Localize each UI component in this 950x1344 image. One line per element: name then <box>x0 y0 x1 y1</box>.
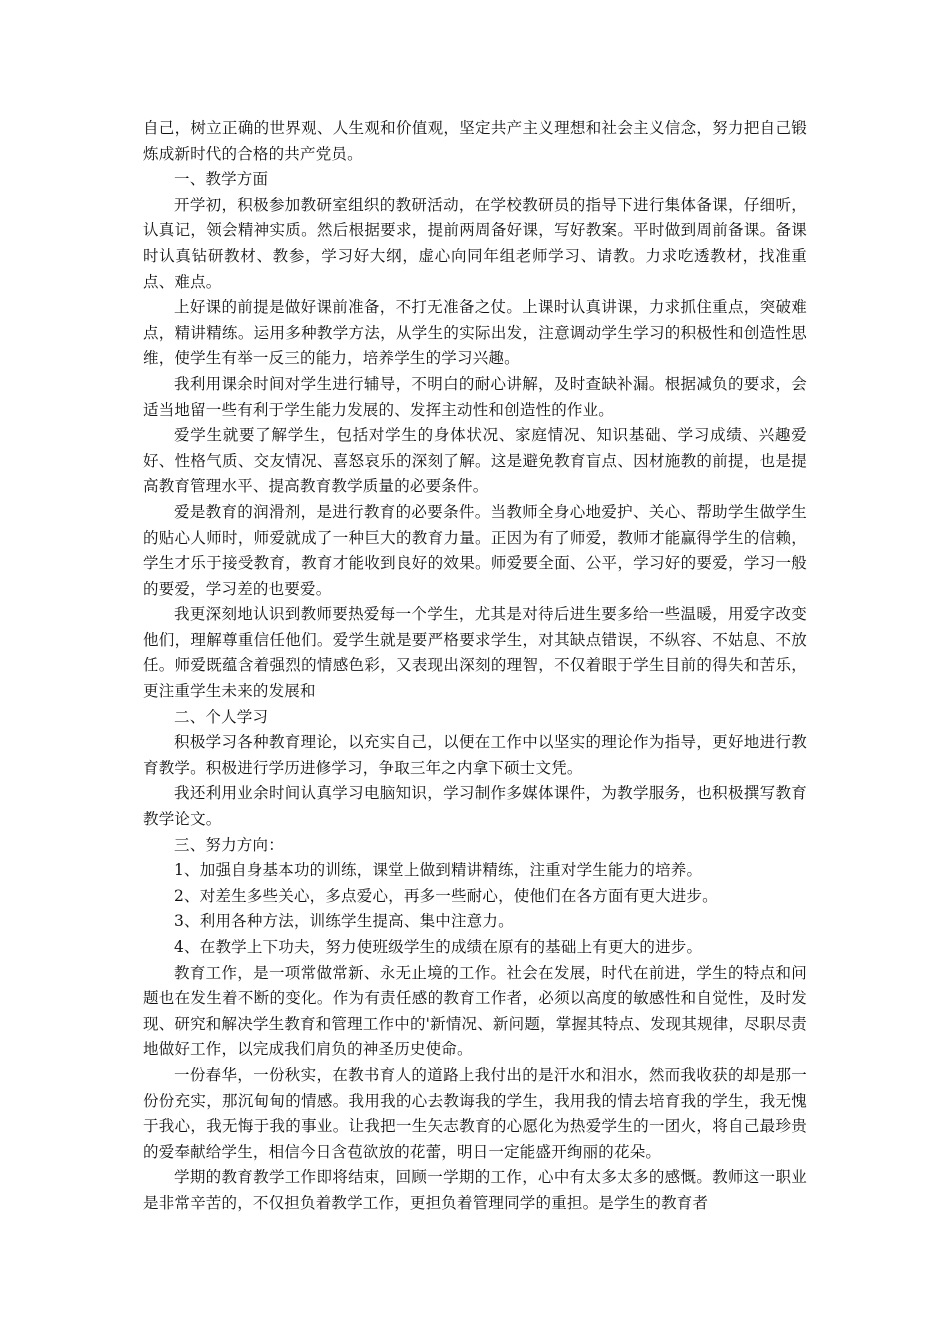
paragraph: 我还利用业余时间认真学习电脑知识，学习制作多媒体课件，为教学服务，也积极撰写教育教学论文。 <box>143 784 807 829</box>
section-heading-teaching: 一、教学方面 <box>174 170 269 189</box>
paragraph: 爱学生就要了解学生，包括对学生的身体状况、家庭情况、知识基础、学习成绩、兴趣爱好、性格气质、交友情况、喜怒哀乐的深刻了解。这是避免教育盲点、因材施教的前提，也是提高教育管理水平、提高教育教学质量的必要条件。 <box>143 426 807 496</box>
section-heading-personal-study: 二、个人学习 <box>174 707 269 726</box>
paragraph: 上好课的前提是做好课前准备，不打无准备之仗。上课时认真讲课，力求抓住重点，突破难点，精讲精练。运用多种教学方法，从学生的实际出发，注意调动学生学习的积极性和创造性思维，使学生有举一反三的能力，培养学生的学习兴趣。 <box>143 298 807 368</box>
list-item: 2、对差生多些关心，多点爱心，再多一些耐心，使他们在各方面有更大进步。 <box>174 886 718 905</box>
paragraph: 开学初，积极参加教研室组织的教研活动，在学校教研员的指导下进行集体备课，仔细听，认真记，领会精神实质。然后根据要求，提前两周备好课，写好教案。平时做到周前备课。备课时认真钻研教材、教参，学习好大纲，虚心向同年组老师学习、请教。力求吃透教材，找准重点、难点。 <box>143 195 807 291</box>
paragraph: 一份春华，一份秋实，在教书育人的道路上我付出的是汗水和泪水，然而我收获的却是那一份份充实，那沉甸甸的情感。我用我的心去教诲我的学生，我用我的情去培育我的学生，我无愧于我心，我无悔于我的事业。让我把一生矢志教育的心愿化为热爱学生的一团火，将自己最珍贵的爱奉献给学生，相信今日含苞欲放的花蕾，明日一定能盛开绚丽的花朵。 <box>143 1065 807 1161</box>
paragraph: 教育工作，是一项常做常新、永无止境的工作。社会在发展，时代在前进，学生的特点和问题也在发生着不断的变化。作为有责任感的教育工作者，必须以高度的敏感性和自觉性，及时发现、研究和解决学生教育和管理工作中的'新情况、新问题，掌握其特点、发现其规律，尽职尽责地做好工作，以完成我们肩负的神圣历史使命。 <box>143 963 807 1059</box>
paragraph-continuation: 自己，树立正确的世界观、人生观和价值观，坚定共产主义理想和社会主义信念，努力把自己锻炼成新时代的合格的共产党员。 <box>143 119 807 163</box>
paragraph: 我更深刻地认识到教师要热爱每一个学生，尤其是对待后进生要多给一些温暖，用爱字改变他们，理解尊重信任他们。爱学生就是要严格要求学生，对其缺点错误，不纵容、不姑息、不放任。师爱既蕴含着强烈的情感色彩，又表现出深刻的理智，不仅着眼于学生目前的得失和苦乐，更注重学生未来的发展和 <box>143 605 807 701</box>
list-item: 3、利用各种方法，训练学生提高、集中注意力。 <box>174 912 514 931</box>
section-heading-direction: 三、努力方向： <box>174 835 284 854</box>
list-item: 1、加强自身基本功的训练，课堂上做到精讲精练，注重对学生能力的培养。 <box>174 861 703 880</box>
paragraph: 学期的教育教学工作即将结束，回顾一学期的工作，心中有太多太多的感慨。教师这一职业是非常辛苦的，不仅担负着教学工作，更担负着管理同学的重担。是学生的教育者 <box>143 1168 807 1212</box>
document-page <box>143 116 807 1217</box>
list-item: 4、在教学上下功夫，努力使班级学生的成绩在原有的基础上有更大的进步。 <box>174 938 703 956</box>
paragraph: 爱是教育的润滑剂，是进行教育的必要条件。当教师全身心地爱护、关心、帮助学生做学生的贴心人师时，师爱就成了一种巨大的教育力量。正因为有了师爱，教师才能赢得学生的信赖，学生才乐于接受教育，教育才能收到良好的效果。师爱要全面、公平，学习好的要爱，学习一般的要爱，学习差的也要爱。 <box>143 502 807 598</box>
paragraph: 我利用课余时间对学生进行辅导，不明白的耐心讲解，及时查缺补漏。根据减负的要求，会适当地留一些有利于学生能力发展的、发挥主动性和创造性的作业。 <box>143 374 807 419</box>
paragraph: 积极学习各种教育理论，以充实自己，以便在工作中以坚实的理论作为指导，更好地进行教育教学。积极进行学历进修学习，争取三年之内拿下硕士文凭。 <box>143 733 807 777</box>
